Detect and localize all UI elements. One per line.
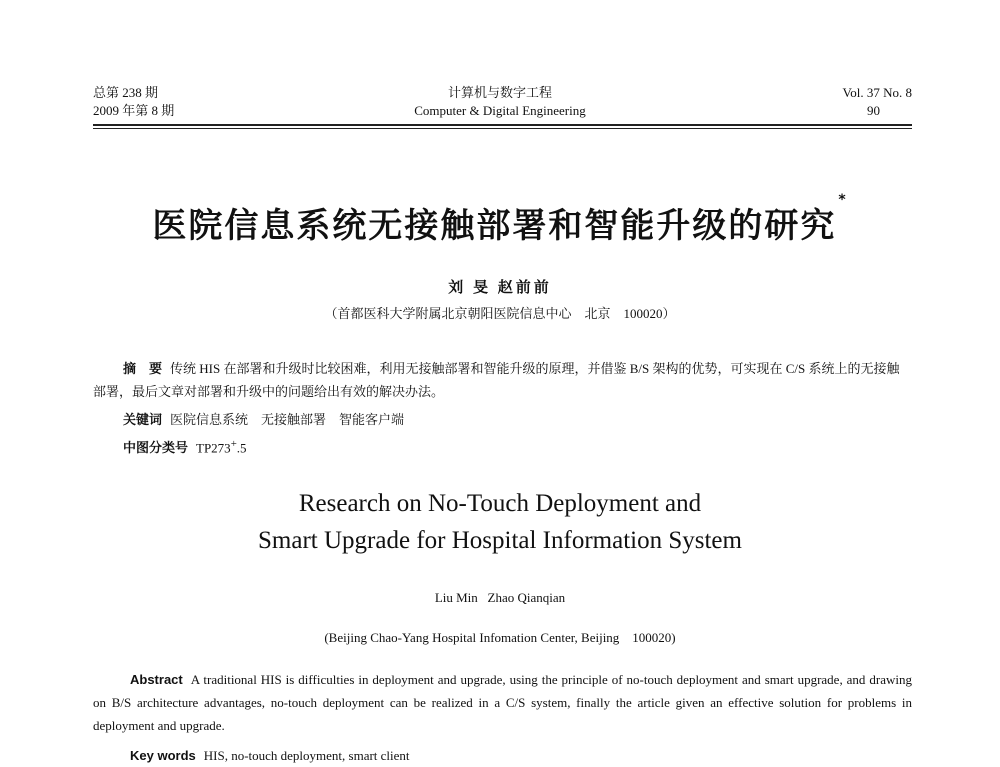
keywords-label-en: Key words (130, 748, 196, 763)
affiliation-cn: （首都医科大学附属北京朝阳医院信息中心 北京 100020） (324, 306, 676, 321)
abstract-en (93, 668, 912, 737)
authors-cn: 刘 旻 赵前前 (448, 280, 552, 296)
volume-number: Vol. 37 No. 8 (842, 85, 912, 100)
classification-cn (93, 433, 912, 459)
title-en-line1: Research on No-Touch Deployment and (298, 490, 702, 517)
affiliation-en: (Beijing Chao-Yang Hospital Infomation Center, Beijing 100020) (324, 630, 676, 645)
keywords-text-en: HIS, no-touch deployment, smart client (203, 748, 410, 763)
classification-sup: + (230, 438, 237, 450)
header-rule-bottom (93, 128, 912, 129)
abstract-text-cn: 传统 HIS 在部署和升级时比较困难，利用无接触部署和智能升级的原理，并借鉴 B/S 架构的优势，可实现在 C/S 系统上的无接触部署，最后文章对部署和升级中的问题给出有效的解决办法。 (93, 361, 900, 399)
page-number: 90 (867, 103, 880, 118)
abstract-label-en: Abstract (130, 672, 183, 687)
keywords-en (93, 744, 912, 767)
title-text-cn: 医院信息系统无接触部署和智能升级的研究 (152, 206, 837, 246)
classification-code: TP273 (196, 440, 231, 456)
author-en-1: Liu Min (434, 590, 478, 605)
authors-en (0, 590, 1000, 606)
classification-suffix: .5 (236, 440, 247, 456)
header-rule-top (93, 124, 912, 126)
header-left (93, 84, 174, 120)
abstract-cn (93, 357, 912, 403)
title-en-line2: Smart Upgrade for Hospital Information System (258, 527, 742, 554)
abstract-label-cn: 摘 要 (123, 361, 163, 376)
issue-date: 2009 年第 8 期 (93, 103, 175, 118)
title-footnote-mark: * (838, 192, 848, 208)
header-right (780, 84, 912, 120)
journal-name-en: Computer & Digital Engineering (414, 103, 586, 118)
keywords-text-cn: 医院信息系统 无接触部署 智能客户端 (170, 412, 405, 427)
classification-label-cn: 中图分类号 (123, 440, 189, 456)
keywords-cn (93, 408, 912, 431)
paper-title-cn (0, 192, 1000, 247)
paper-title-en (0, 485, 1000, 559)
keywords-label-cn: 关键词 (123, 412, 163, 427)
issue-total: 总第 238 期 (93, 85, 159, 100)
header-center (300, 84, 700, 120)
abstract-text-en: A traditional HIS is difficulties in deployment and upgrade, using the principle of no-touch deployment and smart upgrade, and drawing on B/S architecture advantages, no-touch deployment can be realized in a C/S system, finally the article given an effective solution for problems in deployment and upgrade. (93, 672, 912, 733)
journal-name-cn: 计算机与数字工程 (447, 85, 552, 100)
author-en-2: Zhao Qianqian (487, 590, 566, 605)
